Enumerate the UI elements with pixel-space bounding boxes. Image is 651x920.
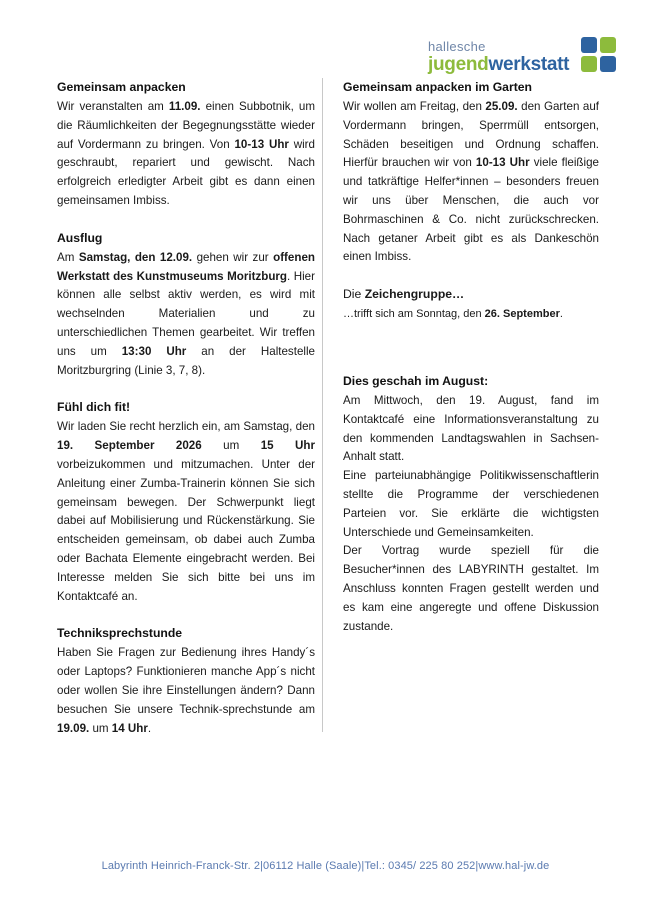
logo bbox=[428, 40, 628, 80]
section-technik bbox=[57, 624, 315, 738]
section-text: Am Samstag, den 12.09. gehen wir zur offenen Werkstatt des Kunstmuseums Moritzburg. Hier können alle selbst aktiv werden, es wird mit wechselnden Materialien und zu unterschiedlichen Themen gearbeitet. Wir treffen uns um 13:30 Uhr an der Haltestelle Moritzburgring (Linie 3, 7, 8). bbox=[57, 250, 316, 377]
logo-jugend: jugend bbox=[428, 54, 489, 75]
logo-werkstatt: werkstatt bbox=[488, 54, 570, 75]
section-ausflug bbox=[57, 229, 315, 381]
footer-contact: Labyrinth Heinrich-Franck-Str. 2|06112 Halle (Saale)|Tel.: 0345/ 225 80 252|www.hal-jw.de bbox=[101, 860, 550, 872]
section-title: Techniksprechstunde bbox=[57, 626, 183, 641]
right-column bbox=[343, 78, 599, 654]
section-fit bbox=[57, 398, 315, 606]
section-text: Wir laden Sie recht herzlich ein, am Samstag, den 19. September 2026 um 15 Uhr vorbeizukommen und mitzumachen. Unter der Anleitung einer Zumba-Trainerin können Sie sich gemeinsam bewegen. Der Schwerpunkt liegt dabei auf Mobilisierung und Rückenstärkung. Sie entscheiden gemeinsam, ob dabei auch Zumba oder Bachata Elemente eingebracht werden. Bei Interesse melden Sie sich bitte bei uns im Kontaktcafé an. bbox=[57, 420, 315, 603]
logo-line1: hallesche bbox=[428, 39, 486, 54]
section-text: Wir wollen am Freitag, den 25.09. den Garten auf Vordermann bringen, Sperrmüll entsorgen, Schäden beseitigen und Ordnung schaffen. Hierfür brauchen wir von 10-13 Uhr viele fleißige und tatkräftige Helfer*innen – besonders freuen wir uns über Menschen, die auch vor Bohrmaschinen & Co. nicht zurückschrecken. Nach getaner Arbeit gibt es als Dankeschön einen Imbiss. bbox=[343, 100, 599, 264]
section-title: Fühl dich fit! bbox=[57, 400, 131, 415]
section-paragraph: Am Mittwoch, den 19. August, fand im Kontaktcafé eine Informationsveranstaltung zu den kommenden Landtagswahlen in Sachsen-Anhalt statt. bbox=[343, 393, 599, 464]
section-title: Gemeinsam anpacken bbox=[57, 80, 186, 94]
section-gemeinsam-anpacken bbox=[57, 78, 315, 211]
section-title: Ausflug bbox=[57, 230, 103, 245]
logo-line2 bbox=[428, 55, 569, 74]
column-divider bbox=[322, 78, 323, 732]
section-august bbox=[343, 372, 599, 636]
section-text: …trifft sich am Sonntag, den 26. September. bbox=[343, 308, 563, 321]
logo-mark-icon bbox=[581, 37, 617, 73]
section-text: Haben Sie Fragen zur Bedienung ihres Handy´s oder Laptops? Funktionieren manche App´s nicht oder wollen Sie ihre Einstellungen ändern? Dann besuchen Sie unsere Technik-sprechstunde am 19.09. um 14 Uhr. bbox=[57, 646, 315, 735]
section-paragraph: Eine parteiunabhängige Politikwissenschaftlerin stellte die Programme der verschiedenen Parteien vor. Sie erklärte die wichtigsten Unterschiede und Gemeinsamkeiten. bbox=[343, 469, 599, 539]
left-column bbox=[57, 78, 315, 756]
section-title: Gemeinsam anpacken im Garten bbox=[343, 80, 532, 94]
section-title: Die Zeichengruppe… bbox=[343, 287, 465, 302]
section-garten bbox=[343, 78, 599, 267]
section-zeichengruppe bbox=[343, 285, 599, 324]
logo-text bbox=[428, 40, 569, 74]
section-paragraph: Der Vortrag wurde speziell für die Besucher*innen des LABYRINTH gestaltet. Im Anschluss konnten Fragen gestellt werden und es kam eine angeregte und offene Diskussion zustande. bbox=[343, 544, 599, 633]
section-title: Dies geschah im August: bbox=[343, 373, 489, 388]
section-text: Wir veranstalten am 11.09. einen Subbotnik, um die Räumlichkeiten der Begegnungsstätte wieder auf Vordermann zu bringen. Von 10-13 Uhr wird geschraubt, repariert und gewischt. Nach erfolgreich erledigter Arbeit gibt es dann einen gemeinsamen Imbiss. bbox=[57, 100, 315, 207]
